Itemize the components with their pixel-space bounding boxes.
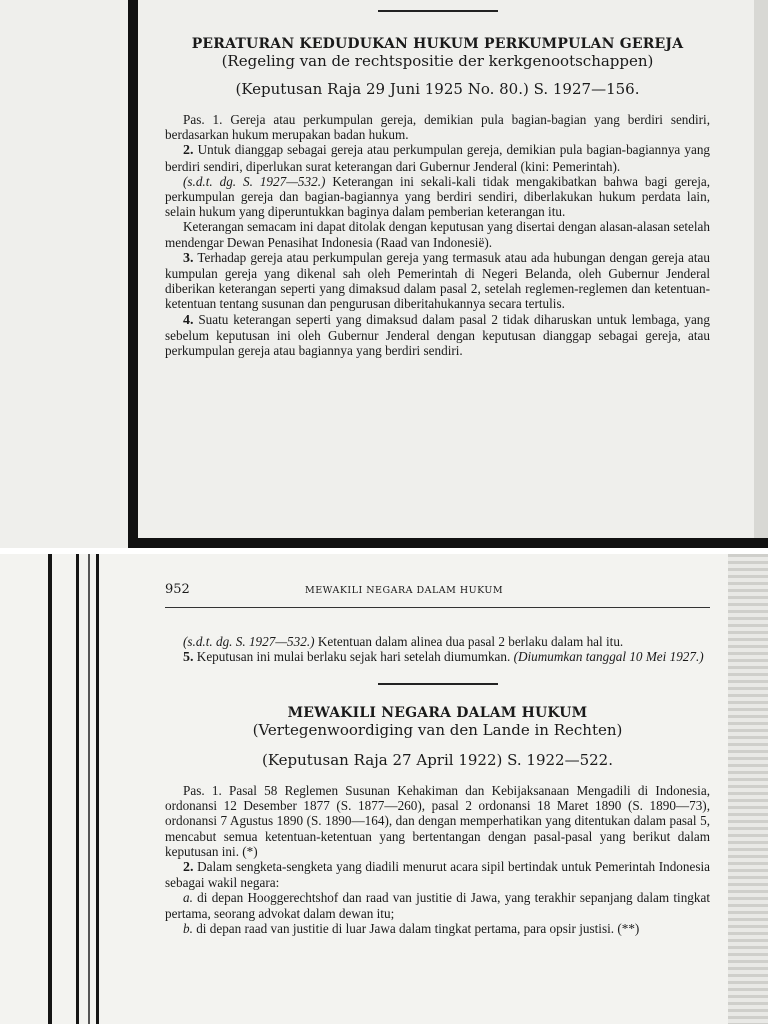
section-heading: MEWAKILI NEGARA DALAM HUKUM [287, 704, 588, 721]
article-2-paragraph-2 [165, 219, 710, 249]
article-text: Ketentuan dalam alinea dua pasal 2 berlaku dalam hal itu. [317, 634, 624, 649]
binding-line [48, 554, 52, 1024]
item-text: di depan raad van justitie di luar Jawa dalam tingkat pertama, para opsir justisi. (**) [196, 920, 640, 936]
decree-reference: (Keputusan Raja 27 April 1922) S. 1922—522. [262, 750, 613, 769]
article-3 [165, 250, 710, 312]
article-text: Suatu keterangan seperti yang dimaksud dalam pasal 2 tidak diharuskan untuk lembaga, yang sebelum keputusan ini oleh Gubernur Jenderal dengan keputusan dianggap sebagai gereja, atau perkumpulan gereja atau bagiannya yang berdiri sendiri. [165, 311, 710, 359]
article-2 [165, 142, 710, 173]
bottom-page-content [165, 582, 710, 936]
article-text: Keterangan semacam ini dapat ditolak dengan keputusan yang disertai dengan alasan-alasan setelah mendengar Dewan Penasihat Indonesia (Raad van Indonesië). [165, 219, 710, 250]
running-header [165, 582, 710, 600]
article-number: 4. [183, 312, 194, 328]
page-number: 952 [165, 582, 190, 597]
article-1 [165, 112, 710, 142]
article-number: 5. [183, 650, 194, 666]
binding-line [76, 554, 79, 1024]
promulgation-note: (Diumumkan tanggal 10 Mei 1927.) [513, 649, 704, 665]
binding-line [96, 554, 99, 1024]
section-subheading: (Vertegenwoordiging van den Lande in Rechten) [252, 720, 623, 739]
article-2-item-b [165, 921, 710, 936]
article-label: Pas. 1. [183, 112, 223, 127]
article-2 [165, 859, 710, 890]
running-title: MEWAKILI NEGARA DALAM HUKUM [305, 585, 504, 596]
amendment-reference: (s.d.t. dg. S. 1927—532.) [183, 173, 326, 189]
binding-line [88, 554, 90, 1024]
regulation-subheading: (Regeling van de rechtspositie der kerkgenootschappen) [221, 52, 654, 70]
article-text: Keterangan ini sekali-kali tidak mengakibatkan bahwa bagi gereja, perkumpulan gereja dan bagian-bagiannya yang berdiri sendiri, diberlakukan hukum perdata lain, selain hukum yang diperuntukkan baginya dalam pemberian keterangan itu. [165, 173, 711, 220]
article-label: Pas. 1. [183, 782, 222, 798]
regulation-heading: PERATURAN KEDUDUKAN HUKUM PERKUMPULAN GEREJA [191, 36, 684, 52]
page-edge-right [754, 0, 768, 548]
article-text: Gereja atau perkumpulan gereja, demikian pula bagian-bagian yang berdiri sendiri, berdasarkan hukum merupakan badan hukum. [165, 112, 711, 143]
article-2-continuation [165, 634, 710, 649]
article-2-item-a [165, 890, 710, 920]
item-text: di depan Hooggerechtshof dan raad van justitie di Jawa, yang terakhir sepanjang dalam tingkat pertama, seorang advokat dalam dewan itu; [165, 890, 711, 921]
amendment-reference: (s.d.t. dg. S. 1927—532.) [183, 634, 315, 649]
article-5 [165, 649, 710, 665]
article-number: 2. [183, 859, 194, 875]
article-text: Pasal 58 Reglemen Susunan Kehakiman dan Kebijaksanaan Mengadili di Indonesia, ordonansi 12 Desember 1877 (S. 1877—260), pasal 2 ordonansi 18 Maret 1890 (S. 1890—73), ordonansi 7 Agustus 1890 (S. 1890—164), dan dengan memperhatikan yang ditentukan dalam pasal 5, mencabut semua ketentuan-ketentuan yang bertentangan dengan pasal-pasal yang berikut dalam keputusan ini. (*) [165, 782, 710, 859]
article-1 [165, 783, 710, 859]
decree-reference: (Keputusan Raja 29 Juni 1925 No. 80.) S. 1927—156. [235, 80, 640, 98]
article-4 [165, 312, 710, 359]
article-2-amendment [165, 174, 710, 220]
article-text: Terhadap gereja atau perkumpulan gereja yang termasuk atau ada hubungan dengan gereja atau kumpulan gereja yang dikenal sah oleh Pemerintah di Negeri Belanda, oleh Gubernur Jenderal diberikan keterangan seperti yang dimaksud dalam pasal 2, setelah reglemen-reglemen dan ketentuan-ketentuan tentang susunan dan pengurusan diberitahukannya secara tertulis. [165, 249, 710, 312]
bottom-scanned-page [0, 554, 768, 1024]
page-edge-bottom [128, 538, 768, 548]
item-label: a. [183, 890, 193, 906]
item-label: b. [183, 920, 193, 936]
article-number: 3. [183, 250, 194, 266]
page-edge-left [128, 0, 138, 548]
page-edge-right [728, 554, 768, 1024]
article-text: Keputusan ini mulai berlaku sejak hari setelah diumumkan. [196, 649, 511, 665]
top-page-content [165, 10, 710, 358]
article-text: Dalam sengketa-sengketa yang diadili menurut acara sipil bertindak untuk Pemerintah Indonesia sebagai wakil negara: [165, 858, 710, 891]
article-text: Untuk dianggap sebagai gereja atau perkumpulan gereja, demikian pula bagian-bagiannya yang berdiri sendiri, diperlukan surat keterangan dari Gubernur Jenderal (kini: Pemerintah). [165, 142, 711, 174]
article-number: 2. [183, 143, 194, 159]
